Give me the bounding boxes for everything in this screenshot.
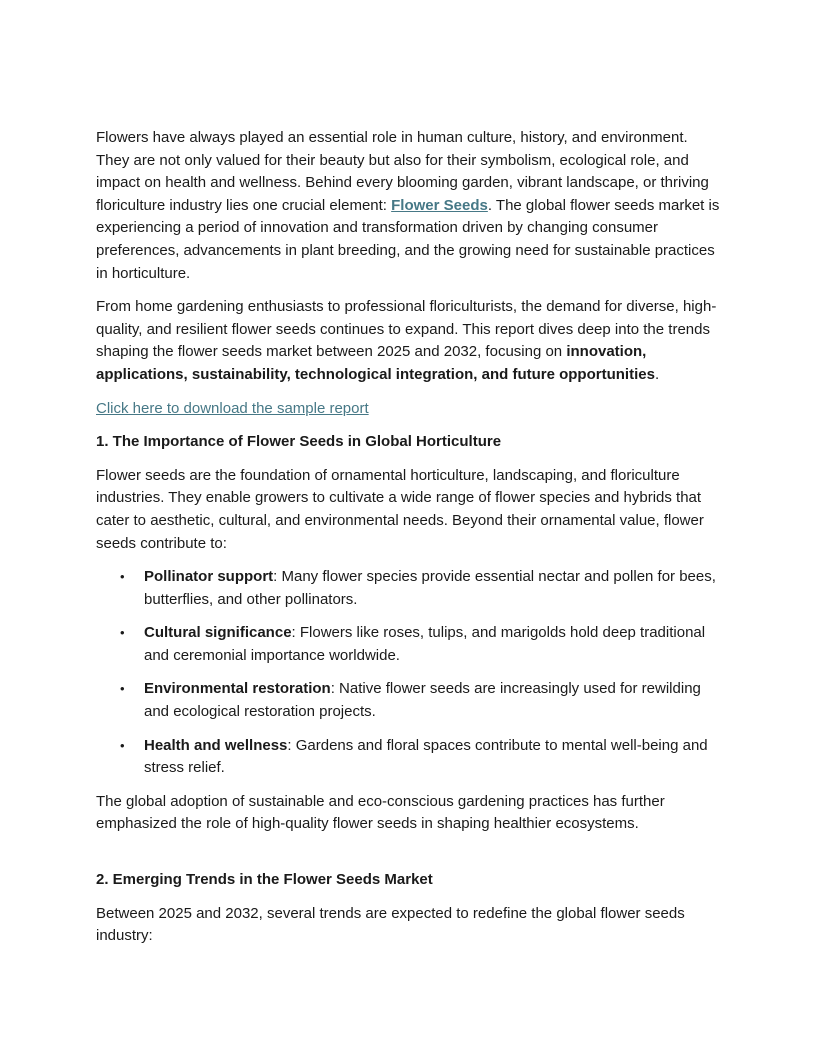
intro-text-1: Flowers have always played an essential role in human culture, history, and environment. They are not only valued for their beauty but also for their symbolism, ecological role, and impact on health and wellness. Behind every blooming garden, vibrant landscape, or thriving floriculture industry lies one crucial element: bbox=[96, 129, 709, 214]
section-1-body: Flower seeds are the foundation of ornamental horticulture, landscaping, and floriculture industries. They enable growers to cultivate a wide range of flower species and hybrids that cater to aesthetic, cultural, and environmental needs. Beyond their ornamental value, flower seeds contribute to: bbox=[96, 466, 704, 552]
document-page bbox=[96, 127, 722, 959]
list-item-title: Cultural significance bbox=[144, 624, 292, 642]
list-item-text: : Gardens and floral spaces contribute to mental well-being and stress relief. bbox=[144, 736, 708, 777]
benefits-list bbox=[96, 566, 722, 780]
intro-text-4: . bbox=[654, 365, 660, 383]
download-paragraph bbox=[96, 398, 722, 421]
flower-seeds-link[interactable]: Flower Seeds bbox=[391, 196, 488, 214]
list-item bbox=[120, 566, 722, 611]
list-item bbox=[120, 622, 722, 667]
list-item bbox=[120, 735, 722, 780]
bullet-icon: • bbox=[120, 569, 125, 585]
focus-areas-bold: innovation, applications, sustainability, technological integration, and future opportunities bbox=[96, 343, 655, 383]
section-1-heading: 1. The Importance of Flower Seeds in Global Horticulture bbox=[96, 433, 502, 451]
section-2-body: Between 2025 and 2032, several trends are expected to redefine the global flower seeds industry: bbox=[96, 904, 685, 945]
intro-text-3: From home gardening enthusiasts to professional floriculturists, the demand for diverse, high-quality, and resilient flower seeds continues to expand. This report dives deep into the trends shaping the flower seeds market between 2025 and 2032, focusing on bbox=[96, 298, 717, 361]
list-item-text: : Flowers like roses, tulips, and marigolds hold deep traditional and ceremonial importance worldwide. bbox=[144, 624, 706, 664]
list-item-title: Environmental restoration bbox=[144, 680, 331, 698]
list-item-text: : Many flower species provide essential nectar and pollen for bees, butterflies, and other pollinators. bbox=[144, 568, 716, 608]
bullet-icon: • bbox=[120, 681, 125, 697]
list-item-title: Pollinator support bbox=[144, 568, 274, 586]
intro-paragraph-1 bbox=[96, 127, 722, 285]
section-1-closing: The global adoption of sustainable and eco-conscious gardening practices has further emphasized the role of high-quality flower seeds in shaping healthier ecosystems. bbox=[96, 792, 665, 833]
bullet-icon: • bbox=[120, 737, 125, 753]
bullet-icon: • bbox=[120, 625, 125, 641]
section-spacer bbox=[96, 847, 722, 869]
download-sample-link[interactable]: Click here to download the sample report bbox=[96, 399, 369, 417]
list-item bbox=[120, 678, 722, 723]
list-item-text: : Native flower seeds are increasingly used for rewilding and ecological restoration projects. bbox=[144, 680, 701, 721]
intro-text-2: . The global flower seeds market is experiencing a period of innovation and transformation driven by changing consumer preferences, advancements in plant breeding, and the growing need for sustainable practices in horticulture. bbox=[96, 196, 720, 282]
list-item-title: Health and wellness bbox=[144, 736, 288, 754]
section-2-heading: 2. Emerging Trends in the Flower Seeds Market bbox=[96, 871, 433, 889]
intro-paragraph-2 bbox=[96, 296, 722, 386]
